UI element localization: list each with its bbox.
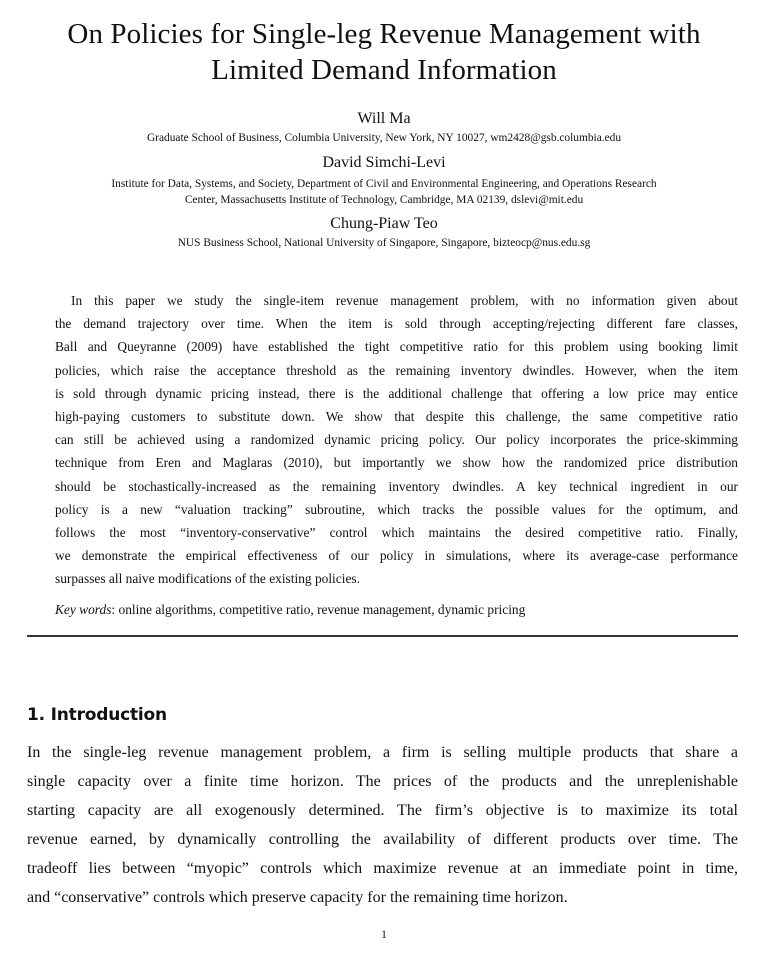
keywords-label: Key words (55, 602, 112, 617)
abstract-line: we demonstrate the empirical effectiveness of our policy in simulations, where its average-case performance (55, 548, 738, 564)
body-line: single capacity over a finite time horizon. The prices of the products and the unreplenishable (27, 773, 738, 790)
abstract-line: policy is a new “valuation tracking” subroutine, which tracks the possible values for the optimum, and (55, 501, 738, 517)
body-line: starting capacity are all exogenously determined. The firm’s objective is to maximize its total (27, 802, 738, 819)
keywords-list: online algorithms, competitive ratio, revenue management, dynamic pricing (118, 602, 526, 617)
author-name: David Simchi-Levi (322, 154, 446, 171)
body-line: and “conservative” controls which preserve capacity for the remaining time horizon. (27, 889, 568, 906)
page-number: 1 (381, 929, 387, 941)
abstract-line: is sold through dynamic pricing instead, there is the additional challenge that offering a low price may entice (55, 385, 738, 401)
title-line: On Policies for Single-leg Revenue Management with (67, 18, 701, 50)
section-heading (27, 703, 167, 727)
abstract-line: follows the most “inventory-conservative” control which maintains the desired competitive ratio. Finally, (55, 524, 738, 540)
abstract-line: policies, which raise the acceptance threshold as the remaining inventory dwindles. However, when the item (55, 362, 738, 378)
abstract-divider (27, 635, 738, 637)
keywords (55, 600, 525, 620)
abstract-line: In this paper we study the single-item revenue management problem, with no information given about (71, 293, 738, 308)
affiliation-line: Institute for Data, Systems, and Society, Department of Civil and Environmental Engineering, and Operations Research (111, 178, 657, 190)
abstract-line: can still be achieved using a randomized dynamic pricing policy. Our policy incorporates the price-skimming (55, 432, 738, 448)
body-line: revenue earned, by dynamically controlling the availability of different products over time. The (27, 831, 738, 848)
body-line: In the single-leg revenue management problem, a firm is selling multiple products that share a (27, 744, 738, 761)
affiliation-line: Center, Massachusetts Institute of Technology, Cambridge, MA 02139, dslevi@mit.edu (184, 194, 584, 206)
abstract-line: high-paying customers to substitute down. We show that despite this challenge, the same competitive ratio (55, 408, 738, 424)
author-name: Will Ma (357, 110, 411, 127)
author-affiliation (0, 130, 768, 146)
abstract (55, 289, 738, 590)
section-number: 1. (27, 705, 45, 725)
body-line: tradeoff lies between “myopic” controls which maximize revenue at an immediate point in time, (27, 860, 738, 877)
section-title: Introduction (50, 705, 167, 725)
author-affiliation (0, 176, 768, 208)
title-line: Limited Demand Information (211, 54, 557, 86)
abstract-line: surpasses all naive modifications of the existing policies. (55, 571, 360, 587)
abstract-line: Ball and Queyranne (2009) have established the tight competitive ratio for this problem using booking limit (55, 339, 738, 355)
paper-title (0, 16, 768, 88)
author-name: Chung-Piaw Teo (330, 215, 438, 232)
affiliation-line: NUS Business School, National University of Singapore, Singapore, bizteocp@nus.edu.sg (177, 237, 591, 249)
section-body (27, 742, 738, 916)
abstract-line: the demand trajectory over time. When the item is sold through accepting/rejecting different fare classes, (55, 316, 738, 332)
abstract-line: should be stochastically-increased as the remaining inventory dwindles. A key technical ingredient in our (55, 478, 738, 494)
author-affiliation (0, 235, 768, 251)
affiliation-line: Graduate School of Business, Columbia University, New York, NY 10027, wm2428@gsb.columbia.edu (146, 132, 622, 144)
keywords-separator: : (111, 602, 116, 617)
abstract-line: technique from Eren and Maglaras (2010), but importantly we show how the randomized price distribution (55, 455, 738, 471)
